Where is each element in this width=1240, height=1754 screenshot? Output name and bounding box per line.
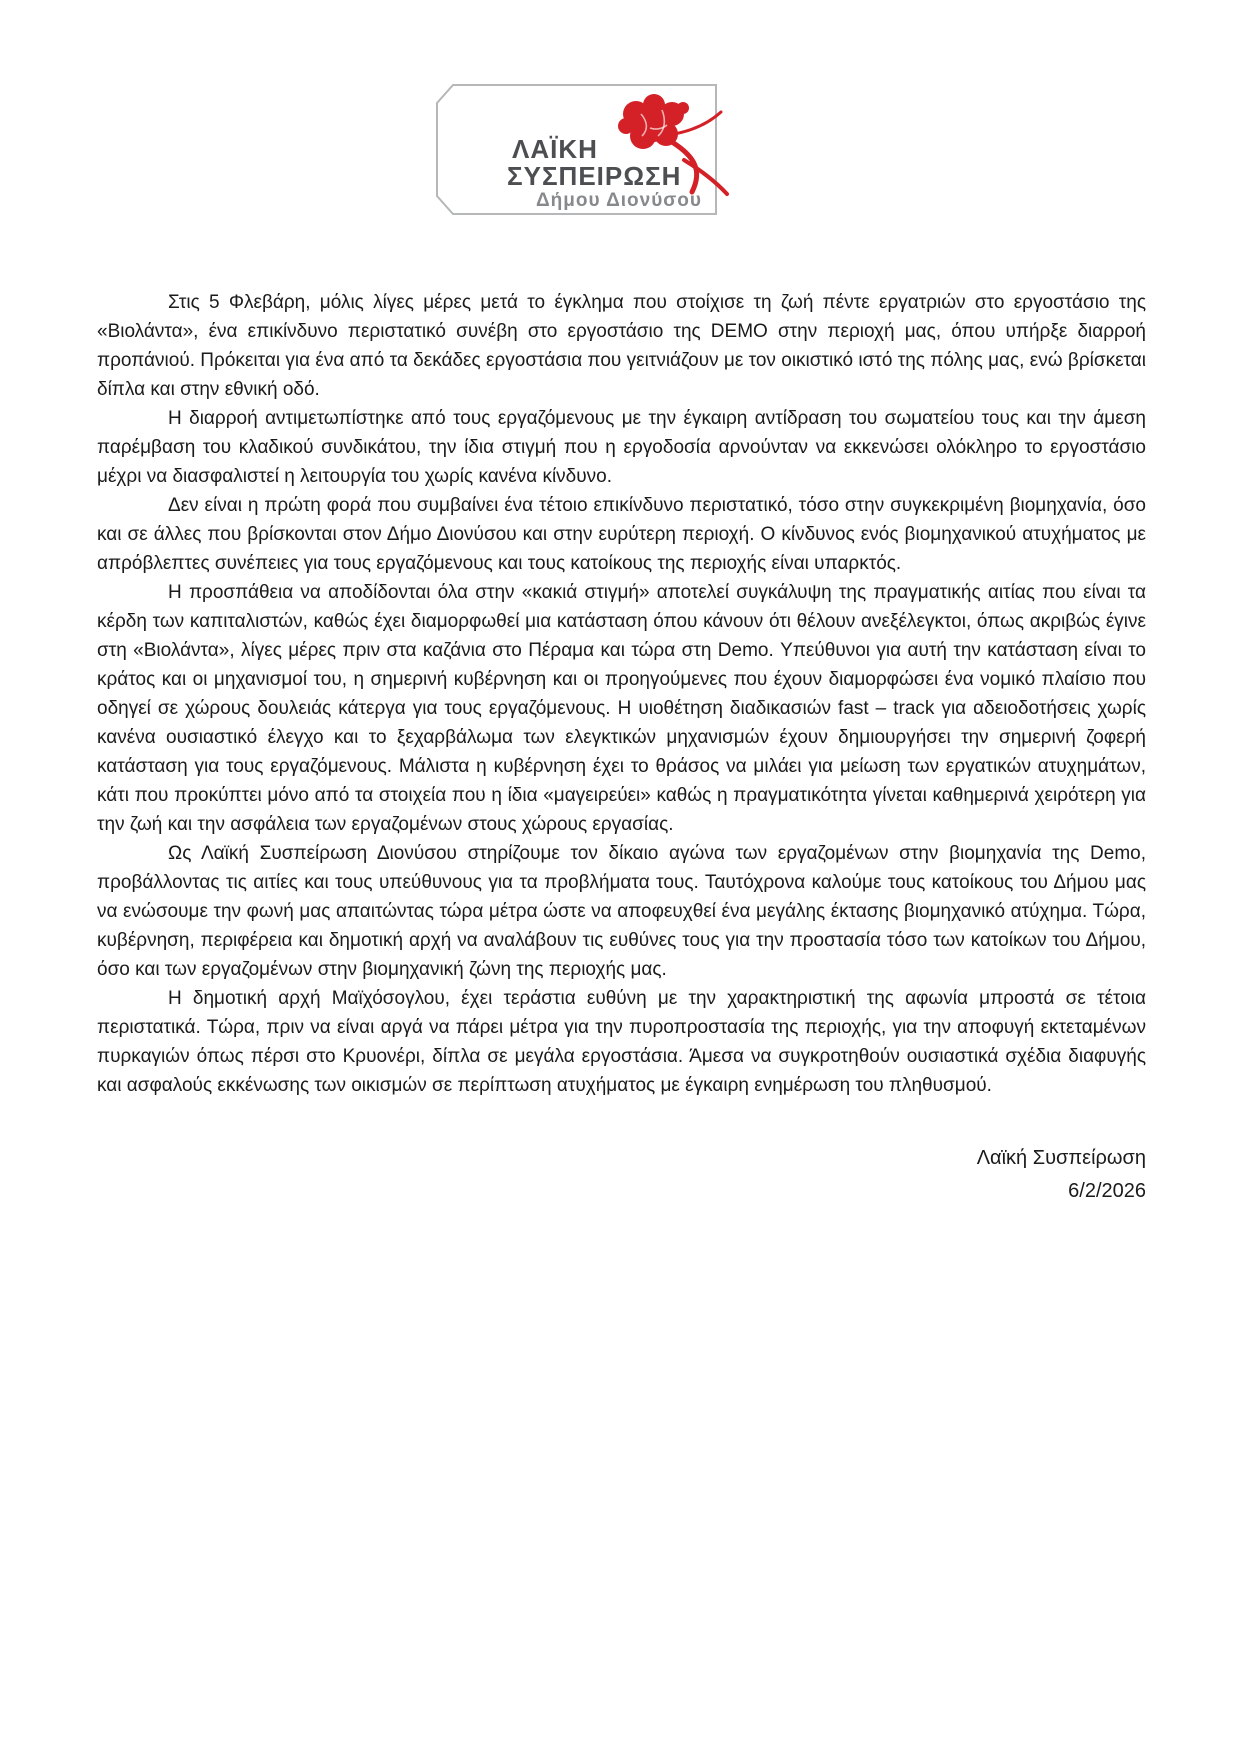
paragraph-6: Η δημοτική αρχή Μαϊχόσογλου, έχει τεράστια ευθύνη με την χαρακτηριστική της αφωνία μπροστά σε τέτοια περιστατικά. Τώρα, πριν να είναι αργά να πάρει μέτρα για την πυροπροστασία της περιοχής, για την αποφυγή εκτεταμένων πυρκαγιών όπως πέρσι στο Κρυονέρι, δίπλα σε μεγάλα εργοστάσια. Άμεσα να συγκροτηθούν ουσιαστικά σχέδια διαφυγής και ασφαλούς εκκένωσης των οικισμών σε περίπτωση ατυχήματος με έγκαιρη ενημέρωση του πληθυσμού. xyxy=(97,988,1146,1096)
signature-name: Λαϊκή Συσπείρωση xyxy=(976,1147,1146,1169)
logo-title-line2: ΣΥΣΠΕΙΡΩΣΗ xyxy=(507,161,682,191)
announcement-body xyxy=(97,288,1146,1208)
paragraph-2: Η διαρροή αντιμετωπίστηκε από τους εργαζόμενους με την έγκαιρη αντίδραση του σωματείου τους και την άμεση παρέμβαση του κλαδικού συνδικάτου, την ίδια στιγμή που η εργοδοσία αρνούνταν να εκκενώσει ολόκληρο το εργοστάσιο μέχρι να διασφαλιστεί η λειτουργία του χωρίς κανένα κίνδυνο. xyxy=(97,408,1146,487)
paragraph-1: Στις 5 Φλεβάρη, μόλις λίγες μέρες μετά το έγκλημα που στοίχισε τη ζωή πέντε εργατριών στο εργοστάσιο της «Βιολάντα», ένα επικίνδυνο περιστατικό συνέβη στο εργοστάσιο της DEMO στην περιοχή μας, όπου υπήρξε διαρροή προπάνιού. Πρόκειται για ένα από τα δεκάδες εργοστάσια που γειτνιάζουν με τον οικιστικό ιστό της πόλης μας, ενώ βρίσκεται δίπλα και στην εθνική οδό. xyxy=(97,292,1146,400)
logo-title-line1: ΛΑΪΚΗ xyxy=(512,134,598,164)
party-logo-graphic xyxy=(436,84,718,216)
paragraph-5: Ως Λαϊκή Συσπείρωση Διονύσου στηρίζουμε τον δίκαιο αγώνα των εργαζομένων στην βιομηχανία της Demo, προβάλλοντας τις αιτίες και τους υπεύθυνους για τα προβλήματα τους. Ταυτόχρονα καλούμε τους κατοίκους του Δήμου μας να ενώσουμε την φωνή μας απαιτώντας τώρα μέτρα ώστε να αποφευχθεί ένα μεγάλης έκτασης βιομηχανικό ατύχημα. Τώρα, κυβέρνηση, περιφέρεια και δημοτική αρχή να αναλάβουν τις ευθύνες τους για την προστασία τόσο των κατοίκων του Δήμου, όσο και των εργαζομένων στην βιομηχανική ζώνη της περιοχής μας. xyxy=(97,843,1146,980)
party-logo xyxy=(436,84,718,216)
signature-block xyxy=(97,1142,1146,1208)
paragraph-3: Δεν είναι η πρώτη φορά που συμβαίνει ένα τέτοιο επικίνδυνο περιστατικό, τόσο στην συγκεκριμένη βιομηχανία, όσο και σε άλλες που βρίσκονται στον Δήμο Διονύσου και στην ευρύτερη περιοχή. Ο κίνδυνος ενός βιομηχανικού ατυχήματος με απρόβλεπτες συνέπειες για τους εργαζόμενους και τους κατοίκους της περιοχής είναι υπαρκτός. xyxy=(97,495,1146,574)
signature-date: 6/2/2026 xyxy=(1068,1180,1146,1202)
logo-subtitle: Δήμου Διονύσου xyxy=(536,190,702,211)
paragraph-4: Η προσπάθεια να αποδίδονται όλα στην «κακιά στιγμή» αποτελεί συγκάλυψη της πραγματικής αιτίας που είναι τα κέρδη των καπιταλιστών, καθώς έχει διαμορφωθεί μια κατάσταση όπου κάνουν ότι θέλουν ανεξέλεγκτοι, όπως ακριβώς έγινε στη «Βιολάντα», λίγες μέρες πριν στα καζάνια στο Πέραμα και τώρα στη Demo. Υπεύθυνοι για αυτή την κατάσταση είναι το κράτος και οι μηχανισμοί του, η σημερινή κυβέρνηση και οι προηγούμενες που έχουν διαμορφώσει ένα νομικό πλαίσιο που οδηγεί σε χώρους δουλειάς κάτεργα για τους εργαζόμενους. Η υιοθέτηση διαδικασιών fast – track για αδειοδοτήσεις χωρίς κανένα ουσιαστικό έλεγχο και το ξεχαρβάλωμα των ελεγκτικών μηχανισμών έχουν δημιουργήσει την σημερινή ζοφερή κατάσταση για τους εργαζόμενους. Μάλιστα η κυβέρνηση έχει το θράσος να μιλάει για μείωση των εργατικών ατυχημάτων, κάτι που προκύπτει μόνο από τα στοιχεία που η ίδια «μαγειρεύει» καθώς η πραγματικότητα γίνεται καθημερινά χειρότερη για την ζωή και την ασφάλεια των εργαζομένων στους χώρους εργασίας. xyxy=(97,582,1146,835)
